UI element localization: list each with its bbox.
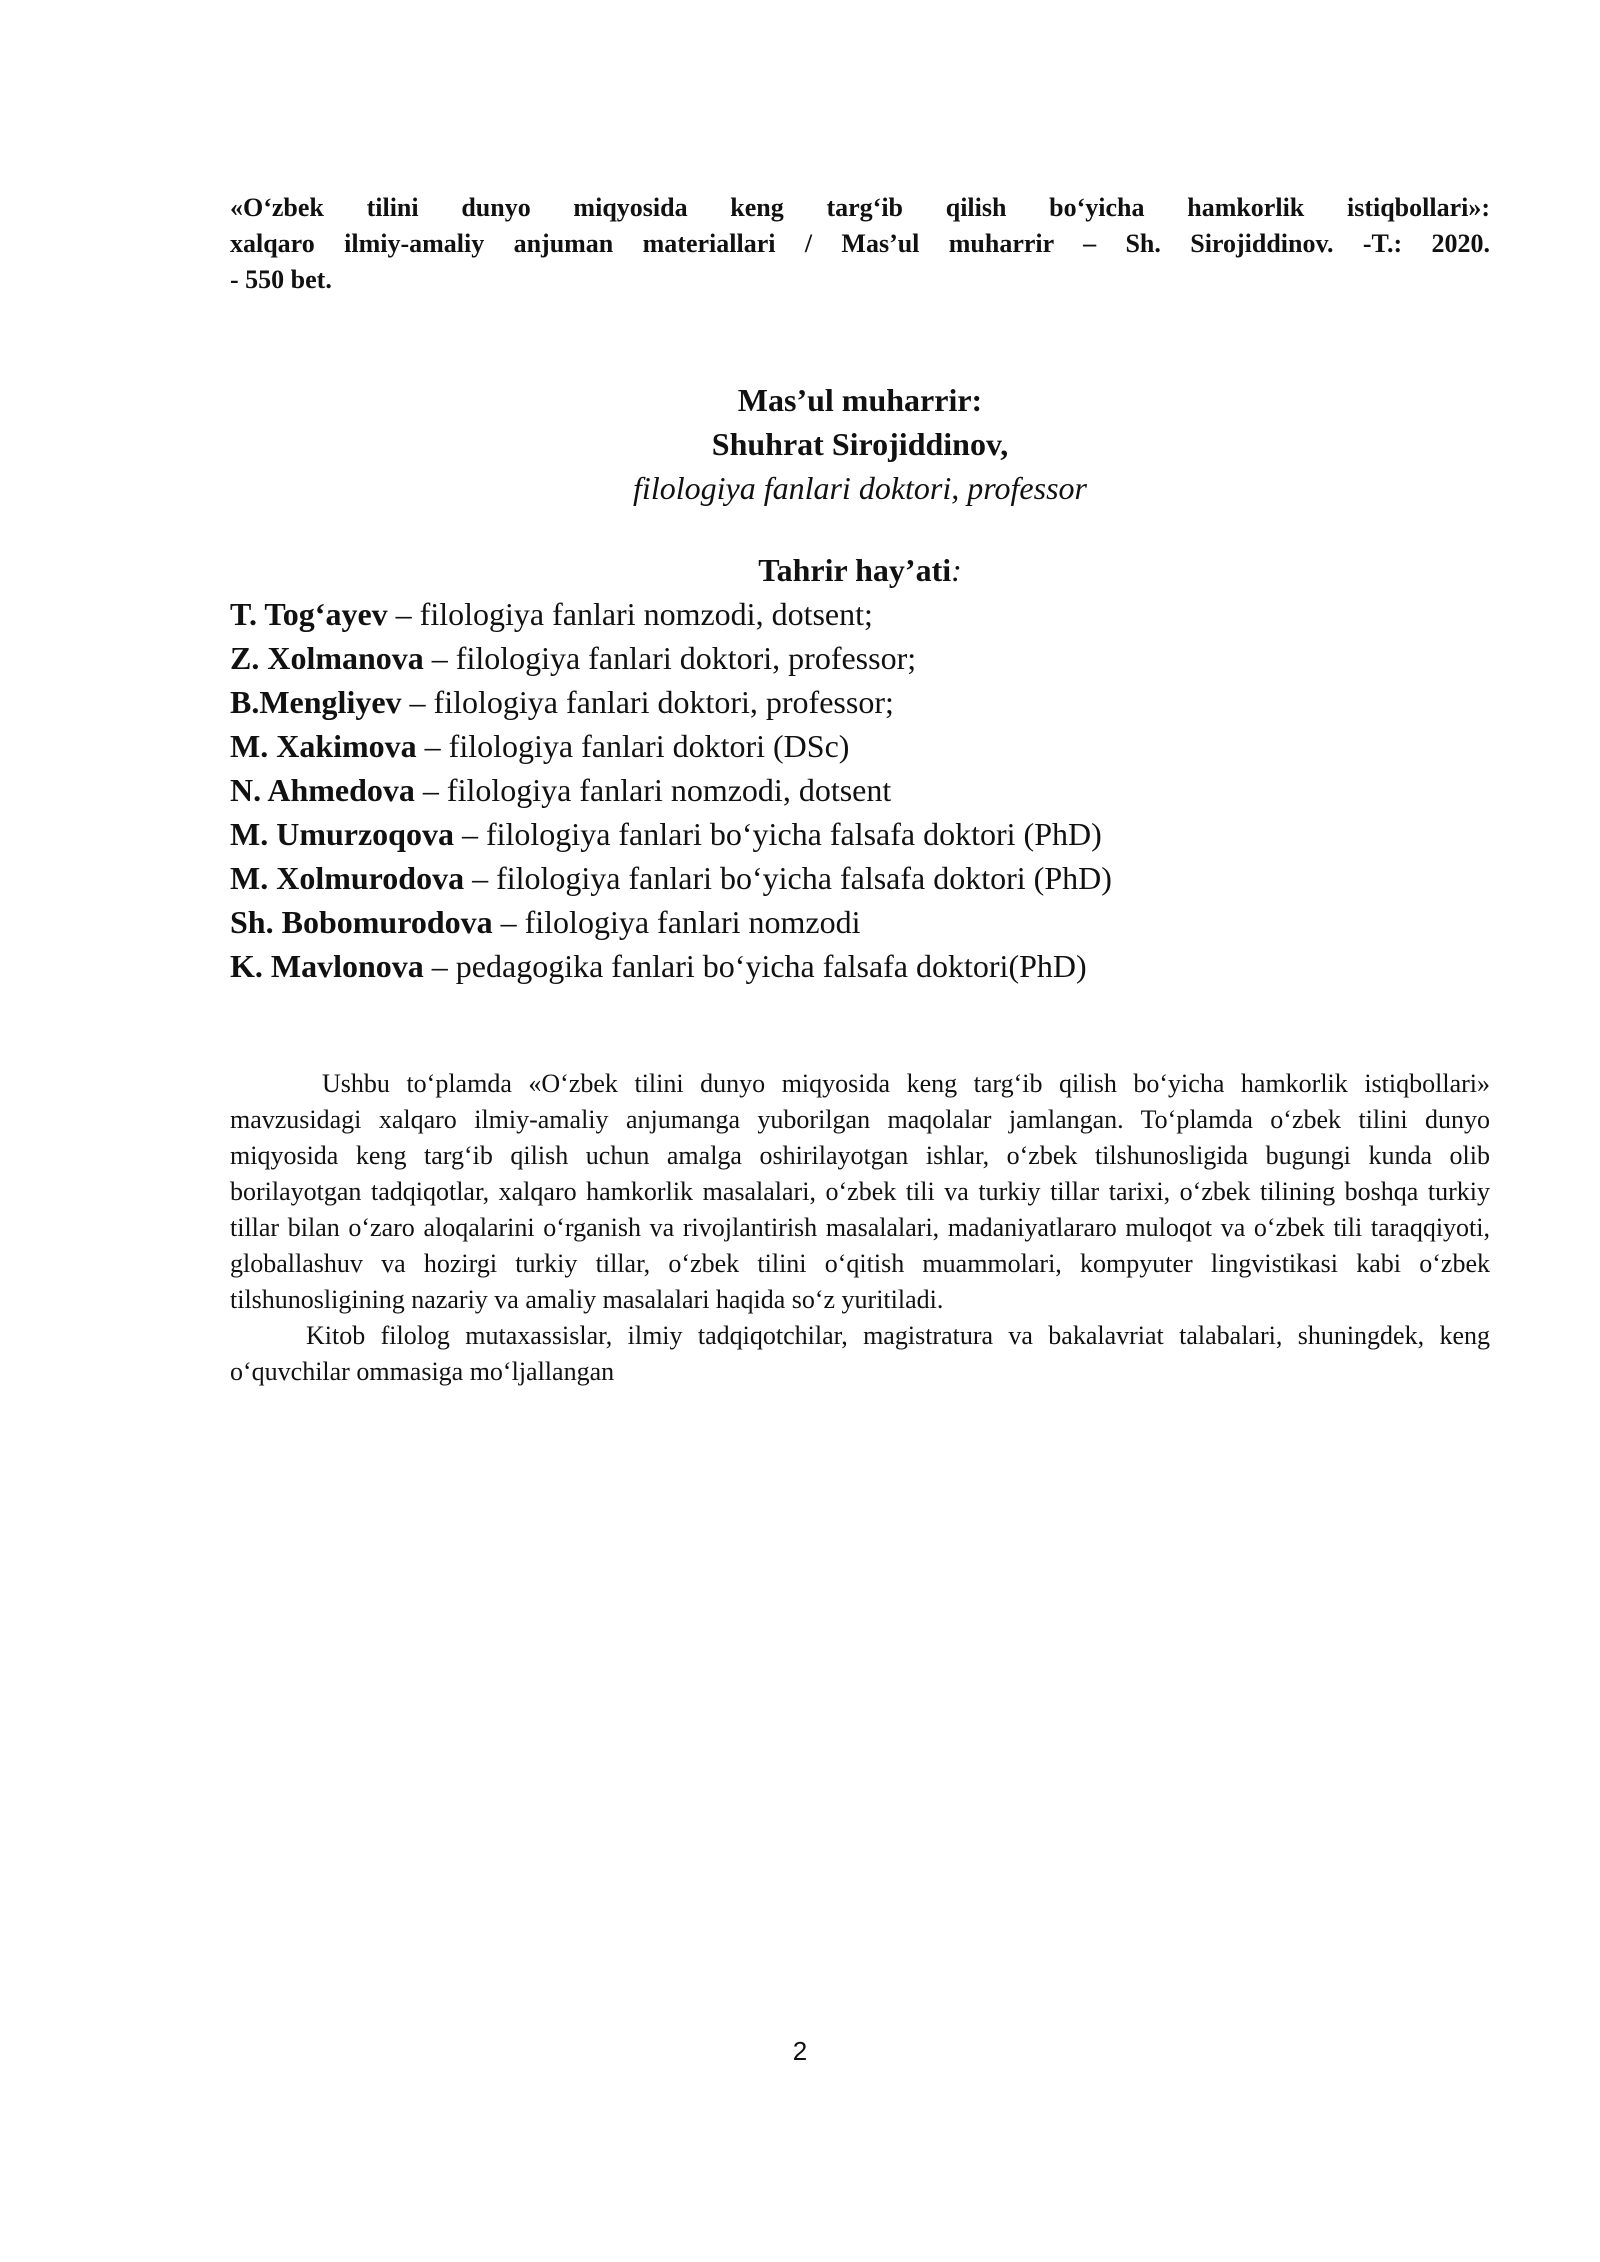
board-member-desc: – filologiya fanlari nomzodi, dotsent; [387, 596, 873, 632]
board-member-name: M. Umurzoqova [230, 816, 454, 852]
bibliographic-description [230, 190, 1490, 298]
board-member-name: K. Mavlonova [230, 948, 424, 984]
editorial-board-heading-text: Tahrir hay’ati [758, 552, 952, 588]
board-member-name: B.Mengliyev [230, 684, 402, 720]
board-member-name: M. Xakimova [230, 728, 417, 764]
board-member [230, 768, 1530, 812]
board-member-name: Z. Xolmanova [230, 640, 424, 676]
board-member-desc: – pedagogika fanlari bo‘yicha falsafa doktori(PhD) [423, 948, 1087, 984]
board-member-desc: – filologiya fanlari bo‘yicha falsafa doktori (PhD) [464, 860, 1112, 896]
responsible-editor-title: filologiya fanlari doktori, professor [633, 470, 1087, 506]
summary-paragraph-2: Kitob filolog mutaxassislar, ilmiy tadqiqotchilar, magistratura va bakalavriat talabalari, shuningdek, keng o‘quvchilar ommasiga mo‘ljallangan [230, 1321, 1490, 1386]
board-member-desc: – filologiya fanlari doktori, professor; [423, 640, 917, 676]
board-member-name: Sh. Bobomurodova [230, 904, 493, 940]
board-member [230, 856, 1530, 900]
board-member [230, 636, 1530, 680]
board-member [230, 900, 1530, 944]
bibliography-line-1: «O‘zbek tilini dunyo miqyosida keng targ‘ib qilish bo‘yicha hamkorlik istiqbollari»: [230, 193, 1490, 222]
board-member [230, 812, 1530, 856]
board-member [230, 944, 1530, 988]
board-member [230, 724, 1530, 768]
board-member-desc: – filologiya fanlari nomzodi, dotsent [414, 772, 892, 808]
responsible-editor-block [230, 378, 1490, 510]
editorial-board-heading-colon: : [951, 552, 962, 588]
responsible-editor-label: Mas’ul muharrir: [737, 382, 983, 418]
collection-summary [230, 1066, 1490, 1390]
editorial-board-list [230, 592, 1530, 988]
board-member-name: N. Ahmedova [230, 772, 415, 808]
board-member-desc: – filologiya fanlari nomzodi [492, 904, 861, 940]
board-member-name: T. Tog‘ayev [230, 596, 388, 632]
board-member-desc: – filologiya fanlari bo‘yicha falsafa doktori (PhD) [453, 816, 1102, 852]
board-member-desc: – filologiya fanlari doktori, professor; [401, 684, 894, 720]
board-member-desc: – filologiya fanlari doktori (DSc) [416, 728, 850, 764]
bibliography-line-2: xalqaro ilmiy-amaliy anjuman materiallari / Mas’ul muharrir – Sh. Sirojiddinov. -T.: 2020. [230, 229, 1490, 258]
board-member [230, 680, 1530, 724]
board-member-name: M. Xolmurodova [230, 860, 465, 896]
bibliography-line-3: - 550 bet. [230, 265, 332, 294]
summary-paragraph-1: Ushbu to‘plamda «O‘zbek tilini dunyo miqyosida keng targ‘ib qilish bo‘yicha hamkorlik istiqbollari» mavzusidagi xalqaro ilmiy-amaliy anjumanga yuborilgan maqolalar jamlangan. To‘plamda o‘zbek tilini dunyo miqyosida keng targ‘ib qilish uchun amalga oshirilayotgan ishlar, o‘zbek tilshunosligida bugungi kunda olib borilayotgan tadqiqotlar, xalqaro hamkorlik masalalari, o‘zbek tili va turkiy tillar tarixi, o‘zbek tilining boshqa turkiy tillar bilan o‘zaro aloqalarini o‘rganish va rivojlantirish masalalari, madaniyatlararo muloqot va o‘zbek tili taraqqiyoti, globallashuv va hozirgi turkiy tillar, o‘zbek tilini o‘qitish muammolari, kompyuter lingvistikasi kabi o‘zbek tilshunosligining nazariy va amaliy masalalari haqida so‘z yuritiladi. [230, 1069, 1490, 1314]
board-member [230, 592, 1530, 636]
editorial-board-heading [230, 548, 1490, 592]
page-number: 2 [792, 2036, 808, 2066]
responsible-editor-name: Shuhrat Sirojiddinov, [711, 426, 1009, 462]
